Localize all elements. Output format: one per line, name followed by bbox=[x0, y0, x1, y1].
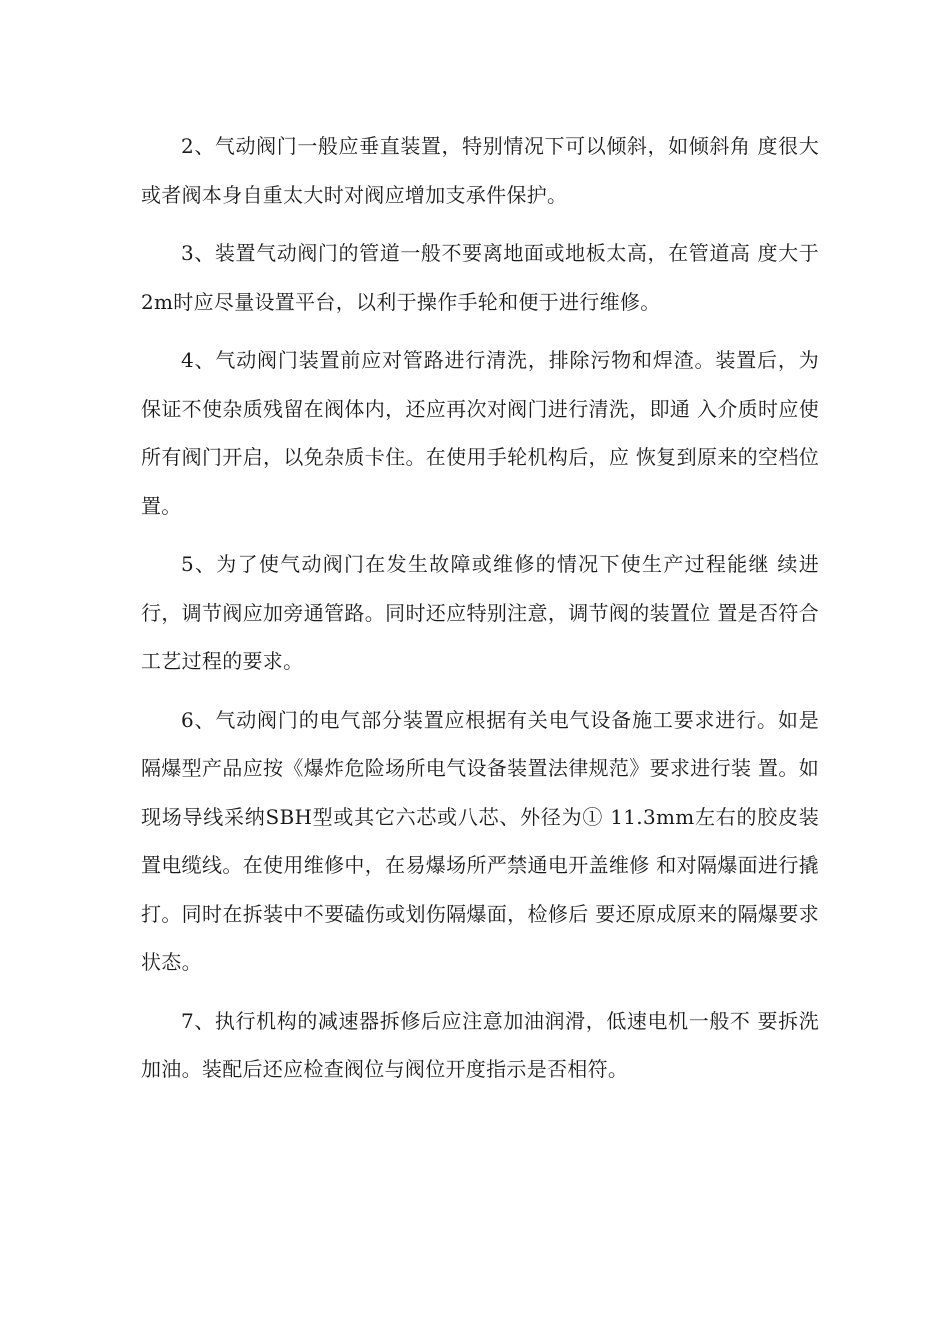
paragraph-item-6: 6、气动阀门的电气部分装置应根据有关电气设备施工要求进行。如是隔爆型产品应按《爆炸危险场所电气设备装置法律规范》要求进行装 置。如现场导线采纳SBH型或其它六芯或八芯、外径为① 11.3mm左右的胶皮装置电缆线。在使用维修中，在易爆场所严禁通电开盖维修 和对隔爆面进行撬打。同时在拆装中不要磕伤或划伤隔爆面，检修后 要还原成原来的隔爆要求状态。 bbox=[141, 707, 819, 974]
document-body bbox=[141, 122, 819, 1104]
paragraph-item-5: 5、为了使气动阀门在发生故障或维修的情况下使生产过程能继 续进行，调节阀应加旁通管路。同时还应特别注意，调节阀的装置位 置是否符合工艺过程的要求。 bbox=[141, 552, 819, 673]
paragraph-item-7: 7、执行机构的减速器拆修后应注意加油润滑，低速电机一般不 要拆洗加油。装配后还应检查阀位与阀位开度指示是否相符。 bbox=[141, 1008, 819, 1081]
paragraph-item-2: 2、气动阀门一般应垂直装置，特别情况下可以倾斜，如倾斜角 度很大或者阀本身自重太大时对阀应增加支承件保护。 bbox=[141, 134, 819, 207]
paragraph-item-3: 3、装置气动阀门的管道一般不要离地面或地板太高，在管道高 度大于2m时应尽量设置平台，以利于操作手轮和便于进行维修。 bbox=[141, 241, 819, 314]
paragraph-item-4: 4、气动阀门装置前应对管路进行清洗，排除污物和焊渣。装置后，为保证不使杂质残留在阀体内，还应再次对阀门进行清洗，即通 入介质时应使所有阀门开启，以免杂质卡住。在使用手轮机构后，应 恢复到原来的空档位置。 bbox=[141, 348, 819, 518]
